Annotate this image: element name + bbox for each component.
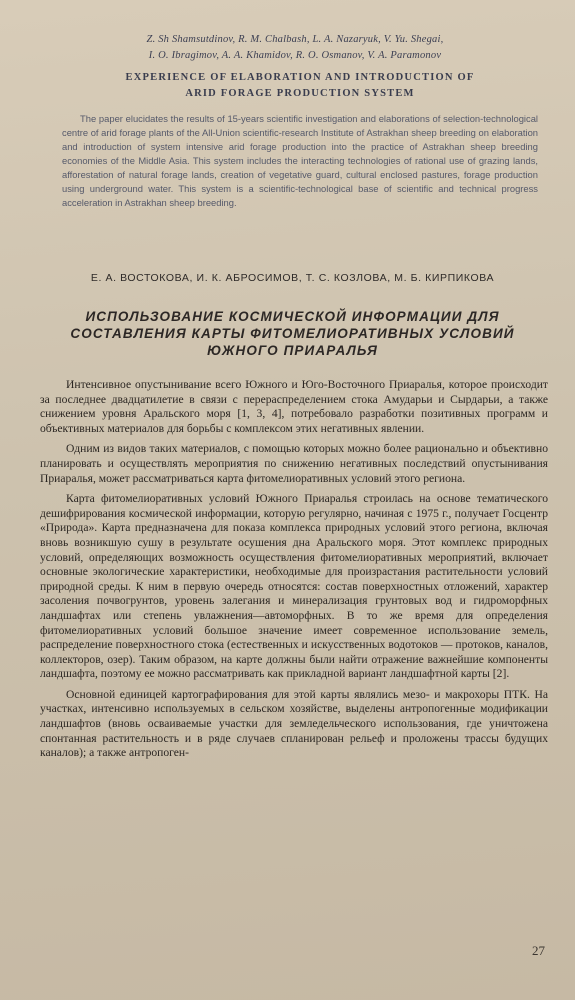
russian-article-title xyxy=(40,308,545,359)
body-paragraph: Одним из видов таких материалов, с помощью которых можно более рационально и объективно планировать и осуществлять мероприятия по снижению негативных последствий опустынивания Приаралья, может рассматриваться карта фитомелиоративных условий этого региона. xyxy=(40,442,548,485)
russian-authors: Е. А. ВОСТОКОВА, И. К. АБРОСИМОВ, Т. С. КОЗЛОВА, М. Б. КИРПИКОВА xyxy=(90,272,495,284)
page-number: 27 xyxy=(532,943,545,958)
russian-article-body xyxy=(40,378,548,767)
english-authors-line: I. O. Ibragimov, A. A. Khamidov, R. O. Osmanov, V. A. Paramonov xyxy=(148,50,442,61)
english-abstract-text: The paper elucidates the results of 15-years scientific investigation and elaborations of selection-technological centre of arid forage plants of the All-Union scientific-research Institute of Astrakhan sheep breeding on elaboration and introduction of system intensive arid forage production into the practice of Astrakhan sheep breeding economies of the Middle Asia. This system includes the interacting technologies of rational use of grazing lands, afforestation of natural forage lands, creation of vegetative guard, cultural enclosed pastures, forage production using underground water. This system is a scientific-technological base of scientific and technical progress acceleration in Astrakhan sheep breeding. xyxy=(62,113,538,208)
russian-title-line: СОСТАВЛЕНИЯ КАРТЫ ФИТОМЕЛИОРАТИВНЫХ УСЛОВИЙ xyxy=(70,326,515,341)
body-paragraph: Карта фитомелиоративных условий Южного Приаралья строилась на основе тематического дешифрирования космической информации, которую регулярно, начиная с 1975 г., получает Госцентр «Природа». Карта предназначена для показа комплекса природных условий этого региона, включая вновь возникшую сушу в результате осушения дна Аральского моря. Этот комплекс природных условий, определяющих возможность осуществления фитомелиоративных мероприятий, включает основные экологические характеристики, необходимые для произрастания растительности условий природной среды. К ним в первую очередь относятся: состав поверхностных отложений, характер засоления почвогрунтов, уровень залегания и минерализация грунтовых вод и гидроморфных ландшафтах или степень увлажнения—автоморфных. В то же время для определения фитомелиоративных условий большое значение имеет современное использование земель, распределение поверхностного стока (естественных и искусственных водотоков — протоков, каналов, коллекторов, озер). Таким образом, на карте должны были найти отражение важнейшие компоненты ландшафта, поэтому ее можно рассматривать как прикладной вариант ландшафтной карты [2]. xyxy=(40,492,548,681)
english-abstract xyxy=(62,112,538,210)
body-paragraph: Интенсивное опустынивание всего Южного и Юго-Восточного Приаралья, которое происходит за последнее двадцатилетие в связи с перераспределением стока Амударьи и Сырдарьи, а также снижением уровня Аральского моря [1, 3, 4], потребовало разработки позитивных программ и объективных материалов для борьбы с комплексом этих негативных явлении. xyxy=(40,378,548,435)
english-title-line: ARID FORAGE PRODUCTION SYSTEM xyxy=(185,88,415,99)
russian-title-line: ЮЖНОГО ПРИАРАЛЬЯ xyxy=(207,343,378,358)
english-title-line: EXPERIENCE OF ELABORATION AND INTRODUCTION OF xyxy=(125,72,475,83)
body-paragraph: Основной единицей картографирования для этой карты являлись мезо- и макрохоры ПТК. На участках, интенсивно используемых в сельском хозяйстве, выделены антропогенные модификации ландшафтов (вновь осваиваемые участки для земледельческого использования, где уничтожена спонтанная растительность и в ряде случаев спланирован рельеф и проложены трассы будущих каналов); а также антропоген- xyxy=(40,687,548,760)
english-authors xyxy=(60,32,530,64)
english-article-title xyxy=(70,70,530,102)
russian-title-line: ИСПОЛЬЗОВАНИЕ КОСМИЧЕСКОЙ ИНФОРМАЦИИ ДЛЯ xyxy=(85,309,500,324)
english-authors-line: Z. Sh Shamsutdinov, R. M. Chalbash, L. A. Nazaryuk, V. Yu. Shegai, xyxy=(146,34,444,45)
